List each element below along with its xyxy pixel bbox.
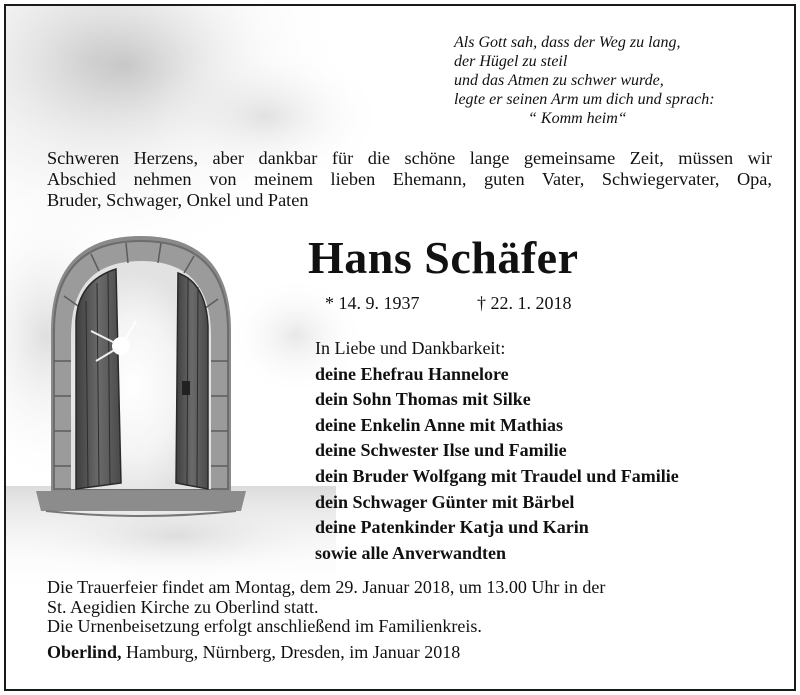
obituary-frame	[4, 4, 796, 691]
poem-line: Als Gott sah, dass der Weg zu lang,	[454, 34, 681, 51]
poem	[454, 33, 784, 128]
life-dates	[325, 293, 572, 314]
poem-line: und das Atmen zu schwer wurde,	[454, 72, 664, 89]
mourner-item: deine Enkelin Anne mit Mathias	[315, 414, 564, 435]
place-rest: Hamburg, Nürnberg, Dresden, im Januar 2018	[121, 642, 461, 663]
mourner-item: dein Bruder Wolfgang mit Traudel und Familie	[315, 465, 679, 486]
death-date: † 22. 1. 2018	[477, 293, 572, 313]
mourner-item: deine Schwester Ilse und Familie	[315, 440, 567, 461]
intro-line: Bruder, Schwager, Onkel und Paten	[47, 190, 309, 210]
place-date-line	[47, 643, 767, 663]
mourners-list	[315, 336, 679, 566]
mourner-item: sowie alle Anverwandten	[315, 542, 506, 563]
place-name: Oberlind,	[47, 642, 122, 663]
mourner-item: deine Patenkinder Katja und Karin	[315, 517, 589, 538]
intro-line: Schweren Herzens, aber dankbar für die schöne lange gemeinsame Zeit, müssen wir	[47, 148, 772, 168]
stone-archway-open-door-image	[16, 221, 266, 521]
service-line: Die Trauerfeier findet am Montag, dem 29. Januar 2018, um 13.00 Uhr in der	[47, 577, 606, 597]
mourner-item: dein Sohn Thomas mit Silke	[315, 389, 531, 410]
service-line: Die Urnenbeisetzung erfolgt anschließend im Familienkreis.	[47, 616, 482, 637]
mourner-item: dein Schwager Günter mit Bärbel	[315, 491, 575, 512]
deceased-name: Hans Schäfer	[308, 232, 579, 283]
intro-paragraph	[47, 148, 772, 211]
intro-line: Abschied nehmen von meinem lieben Ehemann, guten Vater, Schwiegervater, Opa,	[47, 169, 772, 189]
service-details	[47, 578, 767, 663]
poem-line: “ Komm heim“	[528, 110, 627, 127]
poem-line: der Hügel zu steil	[454, 53, 568, 70]
poem-line: legte er seinen Arm um dich und sprach:	[454, 91, 715, 108]
birth-date: * 14. 9. 1937	[325, 293, 420, 313]
service-line: St. Aegidien Kirche zu Oberlind statt.	[47, 596, 319, 617]
mourners-heading: In Liebe und Dankbarkeit:	[315, 338, 506, 358]
mourner-item: deine Ehefrau Hannelore	[315, 363, 509, 384]
